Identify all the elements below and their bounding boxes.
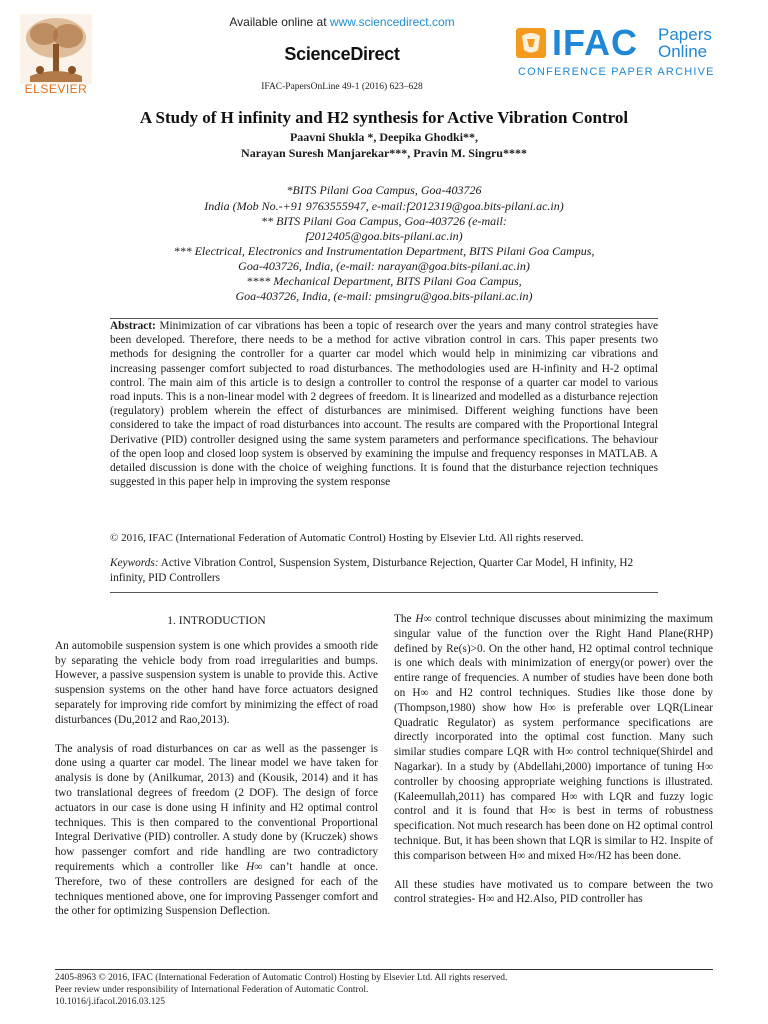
paragraph-text: control technique discusses about minimizing the maximum singular value of the function over the Right Hand Plane(RHP) defined by Re(s)>0. On the other hand, H2 optimal control technique is one which deals with minimization of energy(or power) over the entire range of frequencies. A number of studies have been done both on H∞ and H2 control techniques. Studies like those done by (Thompson,1980) show how H∞ is preferable over LQR(Linear Quadratic Regulator) as system performance specifications are directly incorporated into the optimal cost function. Many such similar studies compare LQR with H∞ control technique(Shirdel and Nagarkar). In a study by (Abdellahi,2000) importance of tuning H∞ controller by choosing appropriate weighing functions is illustrated. (Kaleemullah,2011) has compared H∞ with LQR and fuzzy logic control and it is found that H∞ is best in terms of robustness specification. Not much research has been done on H2 optimal control technique. But, it has been shown that LQR is similar to H2. Inspite of this comparison between H∞ and mixed H∞/H2 has been done. [394, 613, 713, 862]
ifac-emblem-icon [516, 28, 546, 58]
ifac-papers-label: Papers [658, 25, 712, 44]
right-paragraph-1 [394, 612, 713, 864]
copyright-notice: © 2016, IFAC (International Federation of Automatic Control) Hosting by Elsevier Ltd. All rights reserved. [110, 532, 584, 544]
sciencedirect-link[interactable]: www.sciencedirect.com [329, 15, 455, 29]
affiliation-line: ** BITS Pilani Goa Campus, Goa-403726 (e-mail: [261, 214, 507, 228]
section-heading: 1. INTRODUCTION [167, 615, 266, 627]
footer-divider [55, 969, 713, 970]
keywords-label: Keywords: [110, 557, 159, 569]
footer [55, 972, 713, 1008]
abstract-label: Abstract: [110, 320, 156, 332]
keywords-text: Active Vibration Control, Suspension System, Disturbance Rejection, Quarter Car Model, H infinity, H2 infinity, PID Controllers [110, 557, 634, 584]
affiliation-line: Goa-403726, India, (e-mail: narayan@goa.bits-pilani.ac.in) [238, 259, 530, 273]
left-column [55, 612, 378, 933]
ifac-papers-online [658, 26, 712, 60]
affiliation-line: *BITS Pilani Goa Campus, Goa-403726 [286, 183, 482, 197]
intro-paragraph-1: An automobile suspension system is one which provides a smooth ride by separating the vehicle body from road irregularities and bumps. However, a passive suspension system is unable to provide this. Active suspension systems on the other hand have force actuators designed separately for improving ride comfort by minimizing the effect of road disturbances (Du,2012 and Rao,2013). [55, 639, 378, 726]
affiliation-line: *** Electrical, Electronics and Instrumentation Department, BITS Pilani Goa Campus, [173, 244, 595, 258]
ifac-archive-tagline: CONFERENCE PAPER ARCHIVE [518, 66, 715, 78]
footer-doi[interactable]: 10.1016/j.ifacol.2016.03.125 [55, 997, 166, 1007]
abstract-body [110, 319, 658, 489]
affiliation-line: Goa-403726, India, (e-mail: pmsingru@goa.bits-pilani.ac.in) [235, 289, 533, 303]
abstract-text: Minimization of car vibrations has been a topic of research over the years and many control strategies have been developed. Therefore, there needs to be a method for active vibration control in cars. This paper presents two methods for designing the controller for a quarter car model which would help in minimizing car vibrations and increasing passenger comfort subjected to road disturbances. The methodologies used are H-infinity and H-2 optimal control. The main aim of this article is to design a controller to control the response of a quarter car model to various road inputs. This is a non-linear model with 2 degrees of freedom. It is linearized and modelled as a disturbance rejection (regulatory) problem wherein the effect of disturbances are minimised. Different weighing functions have been considered to take the impact of road disturbances into account. The results are compared with the Proportional Integral Derivative (PID) controller designed using the same system parameters and performance specifications. The behaviour of the open loop and closed loop system is observed by examining the impulse and frequency responses in MATLAB. A detailed discussion is done with the choice of weighing functions. It is found that the disturbance rejection techniques suggested in this paper help in improving the system response [110, 320, 658, 489]
h-infinity-symbol: H∞ [246, 860, 263, 873]
section-divider [110, 592, 658, 593]
paragraph-text: The [394, 613, 416, 625]
paper-title: A Study of H infinity and H2 synthesis for Active Vibration Control [139, 108, 629, 127]
right-column [394, 612, 713, 921]
available-prefix: Available online at [229, 15, 330, 29]
keywords [110, 556, 658, 585]
footer-peer-review: Peer review under responsibility of International Federation of Automatic Control. [55, 985, 369, 995]
ifac-online-label: Online [658, 42, 708, 61]
journal-citation: IFAC-PapersOnLine 49-1 (2016) 623–628 [261, 82, 423, 92]
right-paragraph-2: All these studies have motivated us to compare between the two control strategies- H∞ and H2.Also, PID controller has [394, 878, 713, 906]
ifac-wordmark: IFAC [552, 22, 639, 63]
elsevier-wordmark: ELSEVIER [24, 82, 88, 96]
h-infinity-symbol: H∞ [415, 613, 432, 625]
paragraph-text: The analysis of road disturbances on car as well as the passenger is done using a quarter car model. The linear model we have taken for analysis is done by (Anilkumar, 2013) and (Kousik, 2014) and it has two translational degrees of freedom (2 DOF). The design of force actuators in our case is done using H infinity and H2 optimal control techniques. This is then compared to the conventional Proportional Integral Derivative (PID) controller. A study done by (Kruczek) shows how passenger comfort and ride handling are two contradictory requirements which a controller like [55, 742, 378, 873]
footer-issn: 2405-8963 © 2016, IFAC (International Federation of Automatic Control) Hosting by Elsevier Ltd. All rights reserved. [55, 973, 508, 983]
author-line-1: Paavni Shukla *, Deepika Ghodki**, [289, 130, 479, 144]
sciencedirect-logo: ScienceDirect [284, 44, 400, 64]
intro-paragraph-2 [55, 742, 378, 920]
affiliation-line: **** Mechanical Department, BITS Pilani Goa Campus, [246, 274, 522, 288]
affiliation-line: India (Mob No.-+91 9763555947, e-mail:f2012319@goa.bits-pilani.ac.in) [204, 199, 564, 213]
abstract-section [110, 318, 658, 501]
paragraph-text: can’t handle at once. Therefore, two of these controllers are designed for each of the techniques mentioned above, one for improving Passenger comfort and the other for optimizing Suspension Deflection. [55, 860, 378, 918]
affiliation-line: f2012405@goa.bits-pilani.ac.in) [305, 229, 463, 243]
author-line-2: Narayan Suresh Manjarekar***, Pravin M. Singru**** [241, 146, 527, 160]
